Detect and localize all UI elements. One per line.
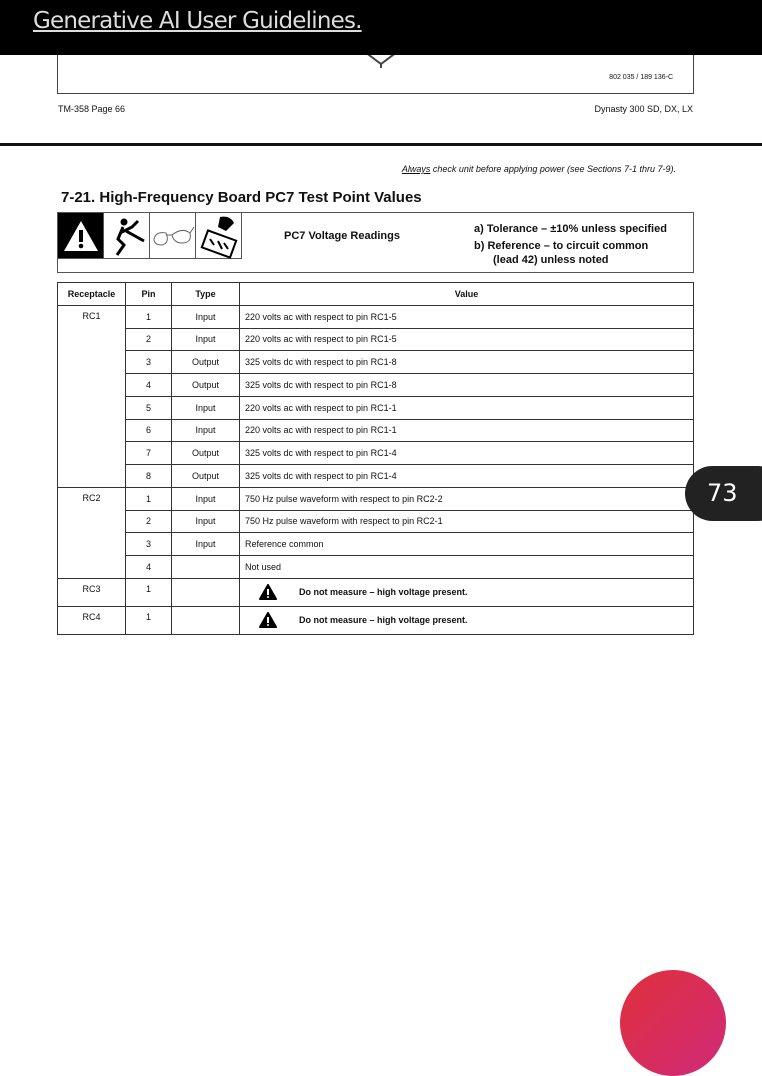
- value-cell: Do not measure – high voltage present.: [240, 578, 694, 606]
- pin-cell: 3: [126, 351, 172, 374]
- type-cell: Output: [172, 442, 240, 465]
- pin-cell: 1: [126, 578, 172, 606]
- pin-cell: 1: [126, 305, 172, 328]
- value-cell: Reference common: [240, 533, 694, 556]
- value-cell: 750 Hz pulse waveform with respect to pin RC2-1: [240, 510, 694, 533]
- page-number-badge[interactable]: 73: [685, 466, 762, 521]
- safety-header-box: [57, 212, 694, 273]
- test-point-table: [57, 282, 694, 635]
- high-voltage-warning-icon: [259, 612, 277, 628]
- app-bar: [0, 0, 762, 55]
- table-row: [58, 465, 694, 488]
- type-cell: Input: [172, 396, 240, 419]
- table-row: [58, 578, 694, 606]
- pin-cell: 3: [126, 533, 172, 556]
- type-cell: Input: [172, 510, 240, 533]
- table-row: [58, 374, 694, 397]
- receptacle-cell: RC2: [58, 487, 126, 578]
- receptacle-cell: RC3: [58, 578, 126, 606]
- value-cell: 750 Hz pulse waveform with respect to pin RC2-2: [240, 487, 694, 510]
- type-cell: [172, 578, 240, 606]
- table-row: [58, 328, 694, 351]
- warning-icon: [58, 213, 104, 259]
- section-title: 7-21. High-Frequency Board PC7 Test Point Values: [61, 189, 422, 206]
- high-voltage-warning-icon: [259, 584, 277, 600]
- pin-cell: 2: [126, 510, 172, 533]
- type-cell: Output: [172, 374, 240, 397]
- pin-cell: 4: [126, 556, 172, 579]
- table-row: [58, 396, 694, 419]
- value-cell: 220 volts ac with respect to pin RC1-1: [240, 419, 694, 442]
- figure-ref: 802 035 / 189 136-C: [609, 74, 673, 81]
- pin-cell: 6: [126, 419, 172, 442]
- table-row: [58, 442, 694, 465]
- pin-cell: 4: [126, 374, 172, 397]
- pin-cell: 1: [126, 487, 172, 510]
- pin-cell: 1: [126, 606, 172, 634]
- footer-right: Dynasty 300 SD, DX, LX: [594, 104, 693, 114]
- table-row: [58, 487, 694, 510]
- table-row: [58, 351, 694, 374]
- type-cell: [172, 606, 240, 634]
- table-row: [58, 533, 694, 556]
- pin-cell: 7: [126, 442, 172, 465]
- floating-action-button[interactable]: [620, 970, 726, 1076]
- value-cell: 325 volts dc with respect to pin RC1-4: [240, 465, 694, 488]
- table-row: [58, 419, 694, 442]
- col-type: Type: [172, 283, 240, 306]
- value-cell: 220 volts ac with respect to pin RC1-1: [240, 396, 694, 419]
- type-cell: Input: [172, 419, 240, 442]
- static-sensitive-board-icon: [196, 213, 242, 259]
- type-cell: Input: [172, 487, 240, 510]
- page-divider: [0, 143, 762, 146]
- pin-cell: 2: [126, 328, 172, 351]
- app-title[interactable]: Generative AI User Guidelines.: [33, 8, 362, 34]
- value-cell: 220 volts ac with respect to pin RC1-5: [240, 305, 694, 328]
- col-receptacle: Receptacle: [58, 283, 126, 306]
- type-cell: Input: [172, 305, 240, 328]
- type-cell: Input: [172, 533, 240, 556]
- table-row: [58, 510, 694, 533]
- footer-left: TM-358 Page 66: [58, 104, 126, 114]
- type-cell: Output: [172, 351, 240, 374]
- col-pin: Pin: [126, 283, 172, 306]
- col-value: Value: [240, 283, 694, 306]
- power-notice: Always check unit before applying power (see Sections 7-1 thru 7-9).: [401, 164, 676, 174]
- pin-cell: 5: [126, 396, 172, 419]
- notes: a) Tolerance – ±10% unless specified b) Reference – to circuit common (lead 42) unless noted: [474, 223, 667, 266]
- type-cell: Output: [172, 465, 240, 488]
- receptacle-cell: RC1: [58, 305, 126, 487]
- safety-glasses-icon: [150, 213, 196, 259]
- value-cell: Do not measure – high voltage present.: [240, 606, 694, 634]
- table-row: [58, 606, 694, 634]
- electric-shock-icon: [104, 213, 150, 259]
- value-cell: Not used: [240, 556, 694, 579]
- readings-label: PC7 Voltage Readings: [284, 230, 400, 242]
- type-cell: [172, 556, 240, 579]
- value-cell: 220 volts ac with respect to pin RC1-5: [240, 328, 694, 351]
- pin-cell: 8: [126, 465, 172, 488]
- value-cell: 325 volts dc with respect to pin RC1-8: [240, 351, 694, 374]
- receptacle-cell: RC4: [58, 606, 126, 634]
- table-row: [58, 305, 694, 328]
- type-cell: Input: [172, 328, 240, 351]
- table-row: [58, 556, 694, 579]
- value-cell: 325 volts dc with respect to pin RC1-8: [240, 374, 694, 397]
- value-cell: 325 volts dc with respect to pin RC1-4: [240, 442, 694, 465]
